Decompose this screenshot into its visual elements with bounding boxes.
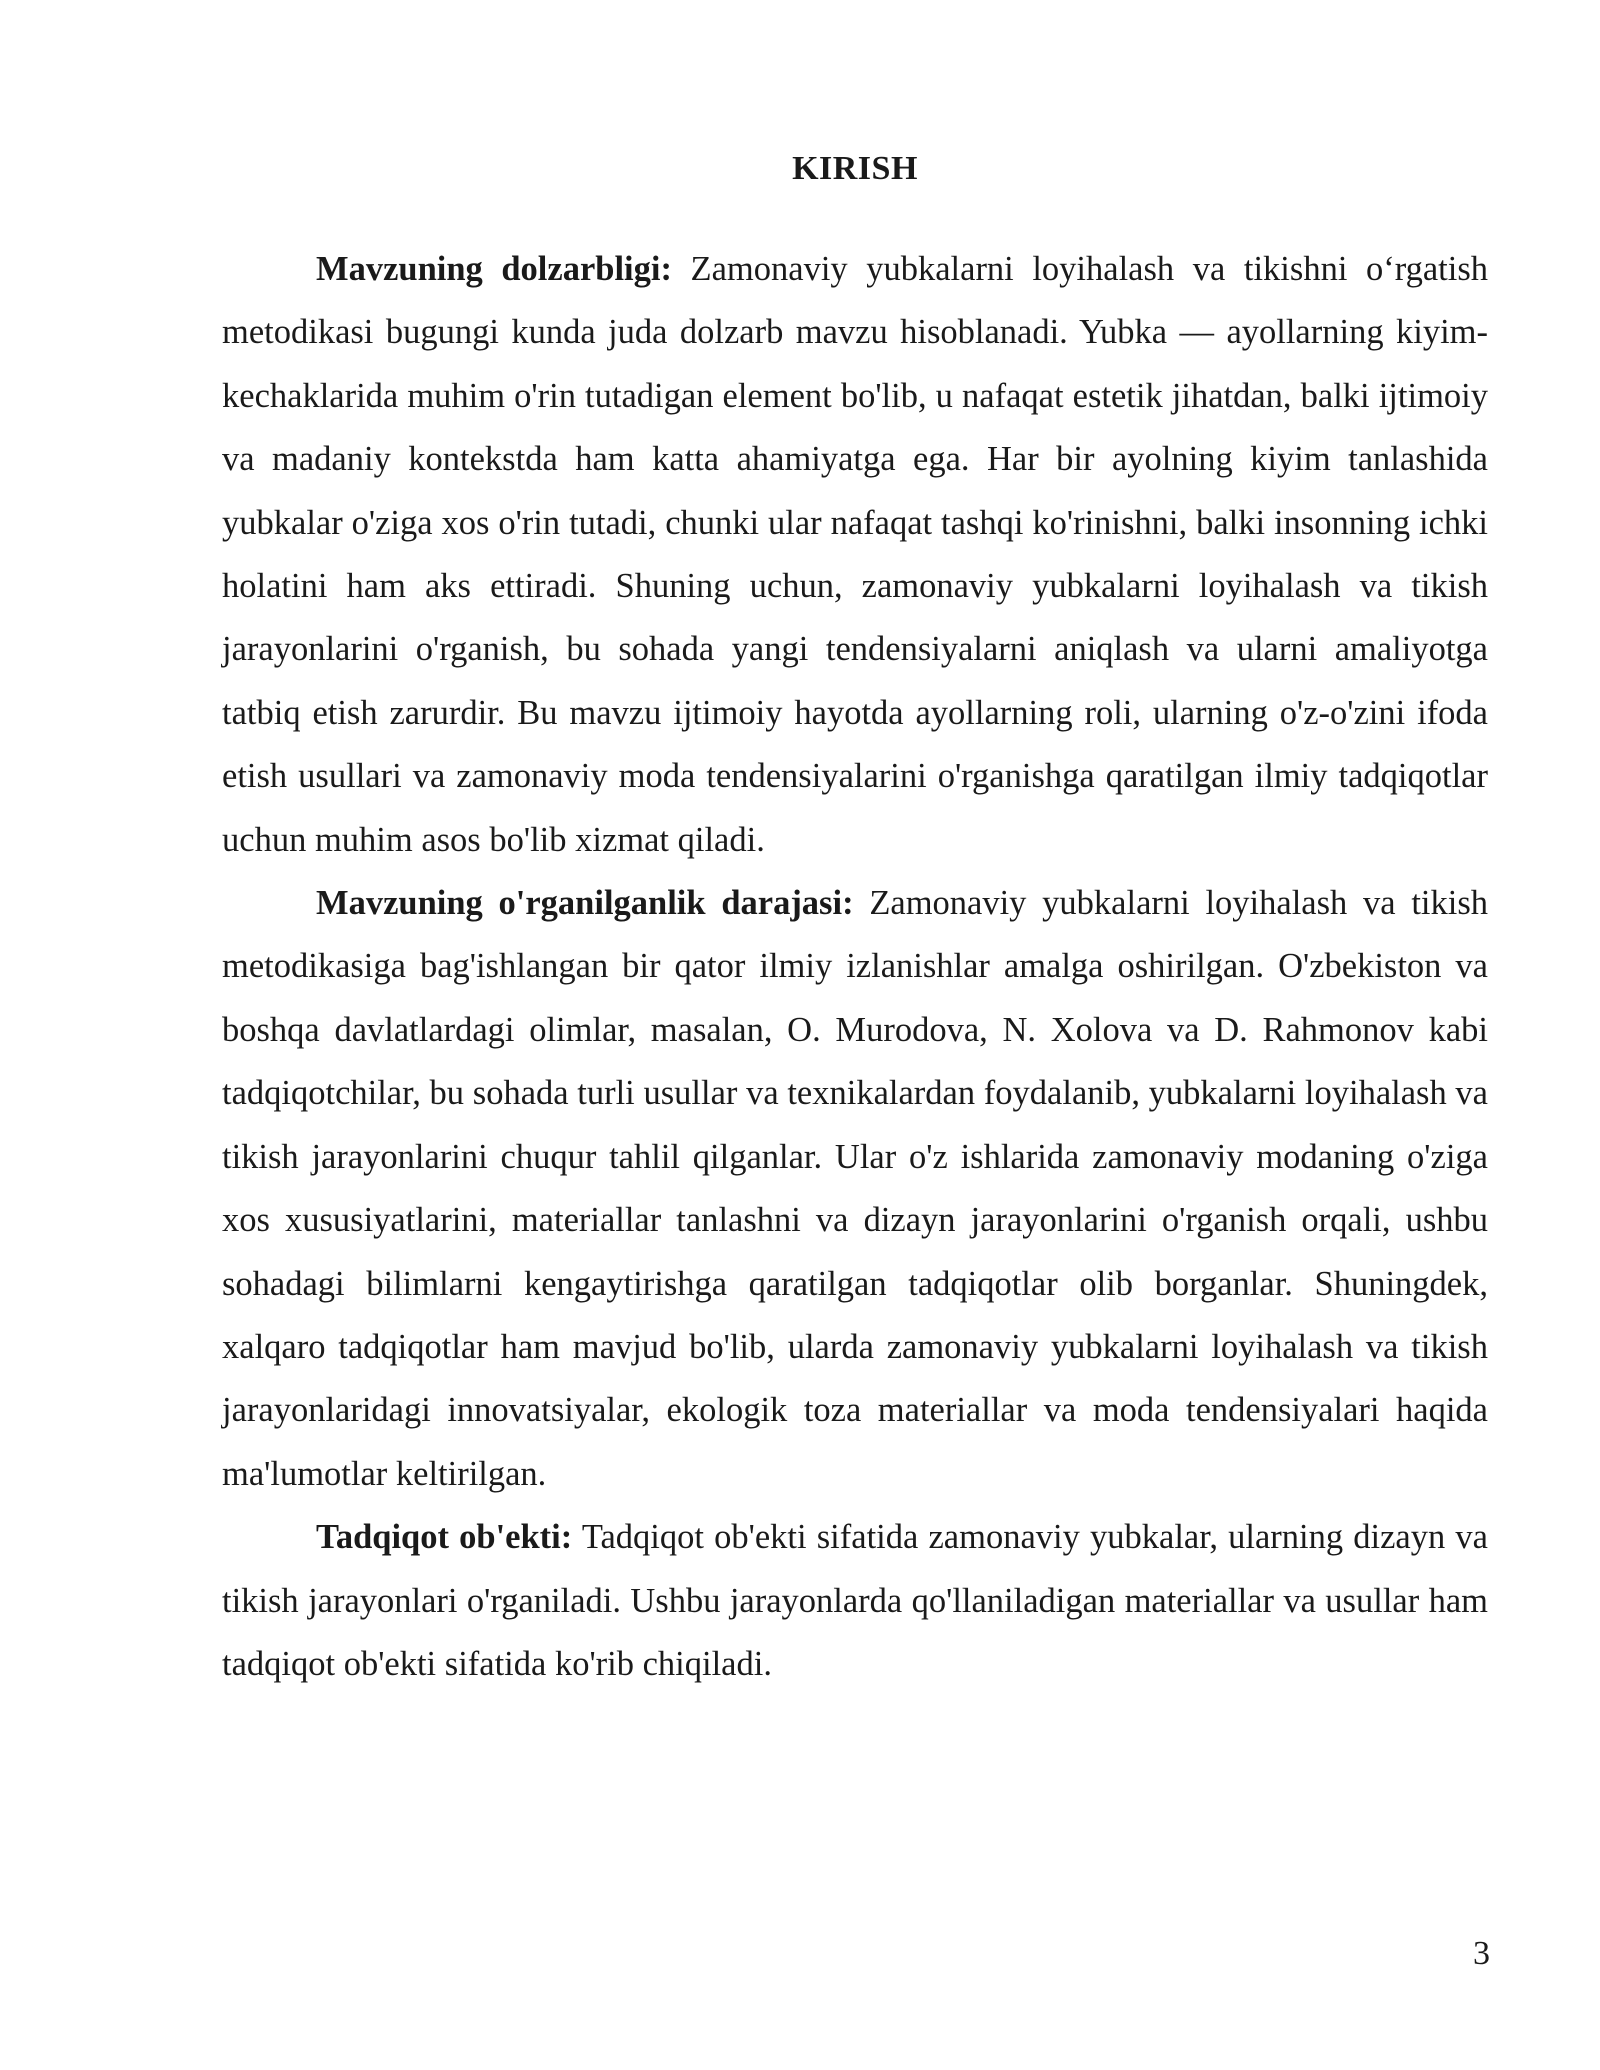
paragraph-label: Tadqiqot ob'ekti: [316, 1518, 573, 1557]
page-number: 3 [1473, 1935, 1490, 1972]
paragraph-text: Zamonaviy yubkalarni loyihalash va tikish metodikasiga bag'ishlangan bir qator ilmiy izlanishlar amalga oshirilgan. O'zbekiston va boshqa davlatlardagi olimlar, masalan, O. Murodova, N. Xolova va D. Rahmonov kabi tadqiqotchilar, bu sohada turli usullar va texnikalardan foydalanib, yubkalarni loyihalash va tikish jarayonlarini chuqur tahlil qilganlar. Ular o'z ishlarida zamonaviy modaning o'ziga xos xususiyatlarini, materiallar tanlashni va dizayn jarayonlarini o'rganish orqali, ushbu sohadagi bilimlarni kengaytirishga qaratilgan tadqiqotlar olib borganlar. Shuningdek, xalqaro tadqiqotlar ham mavjud bo'lib, ularda zamonaviy yubkalarni loyihalash va tikish jarayonlaridagi innovatsiyalar, ekologik toza materiallar va moda tendensiyalari haqida ma'lumotlar keltirilgan. [222, 884, 1489, 1493]
paragraph-text: Tadqiqot ob'ekti sifatida zamonaviy yubkalar, ularning dizayn va tikish jarayonlari o'rganiladi. Ushbu jarayonlarda qo'llaniladigan materiallar va usullar ham tadqiqot ob'ekti sifatida ko'rib chiqiladi. [222, 1518, 1488, 1683]
paragraph-research-object [222, 1506, 1488, 1696]
paragraph-label: Mavzuning dolzarbligi: [316, 250, 672, 288]
paragraph-study-level [222, 872, 1488, 1506]
paragraph-label: Mavzuning o'rganilganlik darajasi: [316, 884, 854, 923]
paragraph-relevance [222, 238, 1488, 872]
section-heading: KIRISH [792, 150, 918, 187]
body-text [222, 238, 1488, 1696]
paragraph-text: Zamonaviy yubkalarni loyihalash va tikishni o‘rgatish metodikasi bugungi kunda juda dolzarb mavzu hisoblanadi. Yubka — ayollarning kiyim-kechaklarida muhim o'rin tutadigan element bo'lib, u nafaqat estetik jihatdan, balki ijtimoiy va madaniy kontekstda ham katta ahamiyatga ega. Har bir ayolning kiyim tanlashida yubkalar o'ziga xos o'rin tutadi, chunki ular nafaqat tashqi ko'rinishni, balki insonning ichki holatini ham aks ettiradi. Shuning uchun, zamonaviy yubkalarni loyihalash va tikish jarayonlarini o'rganish, bu sohada yangi tendensiyalarni aniqlash va ularni amaliyotga tatbiq etish zarurdir. Bu mavzu ijtimoiy hayotda ayollarning roli, ularning o'z-o'zini ifoda etish usullari va zamonaviy moda tendensiyalarini o'rganishga qaratilgan ilmiy tadqiqotlar uchun muhim asos bo'lib xizmat qiladi. [222, 250, 1488, 859]
